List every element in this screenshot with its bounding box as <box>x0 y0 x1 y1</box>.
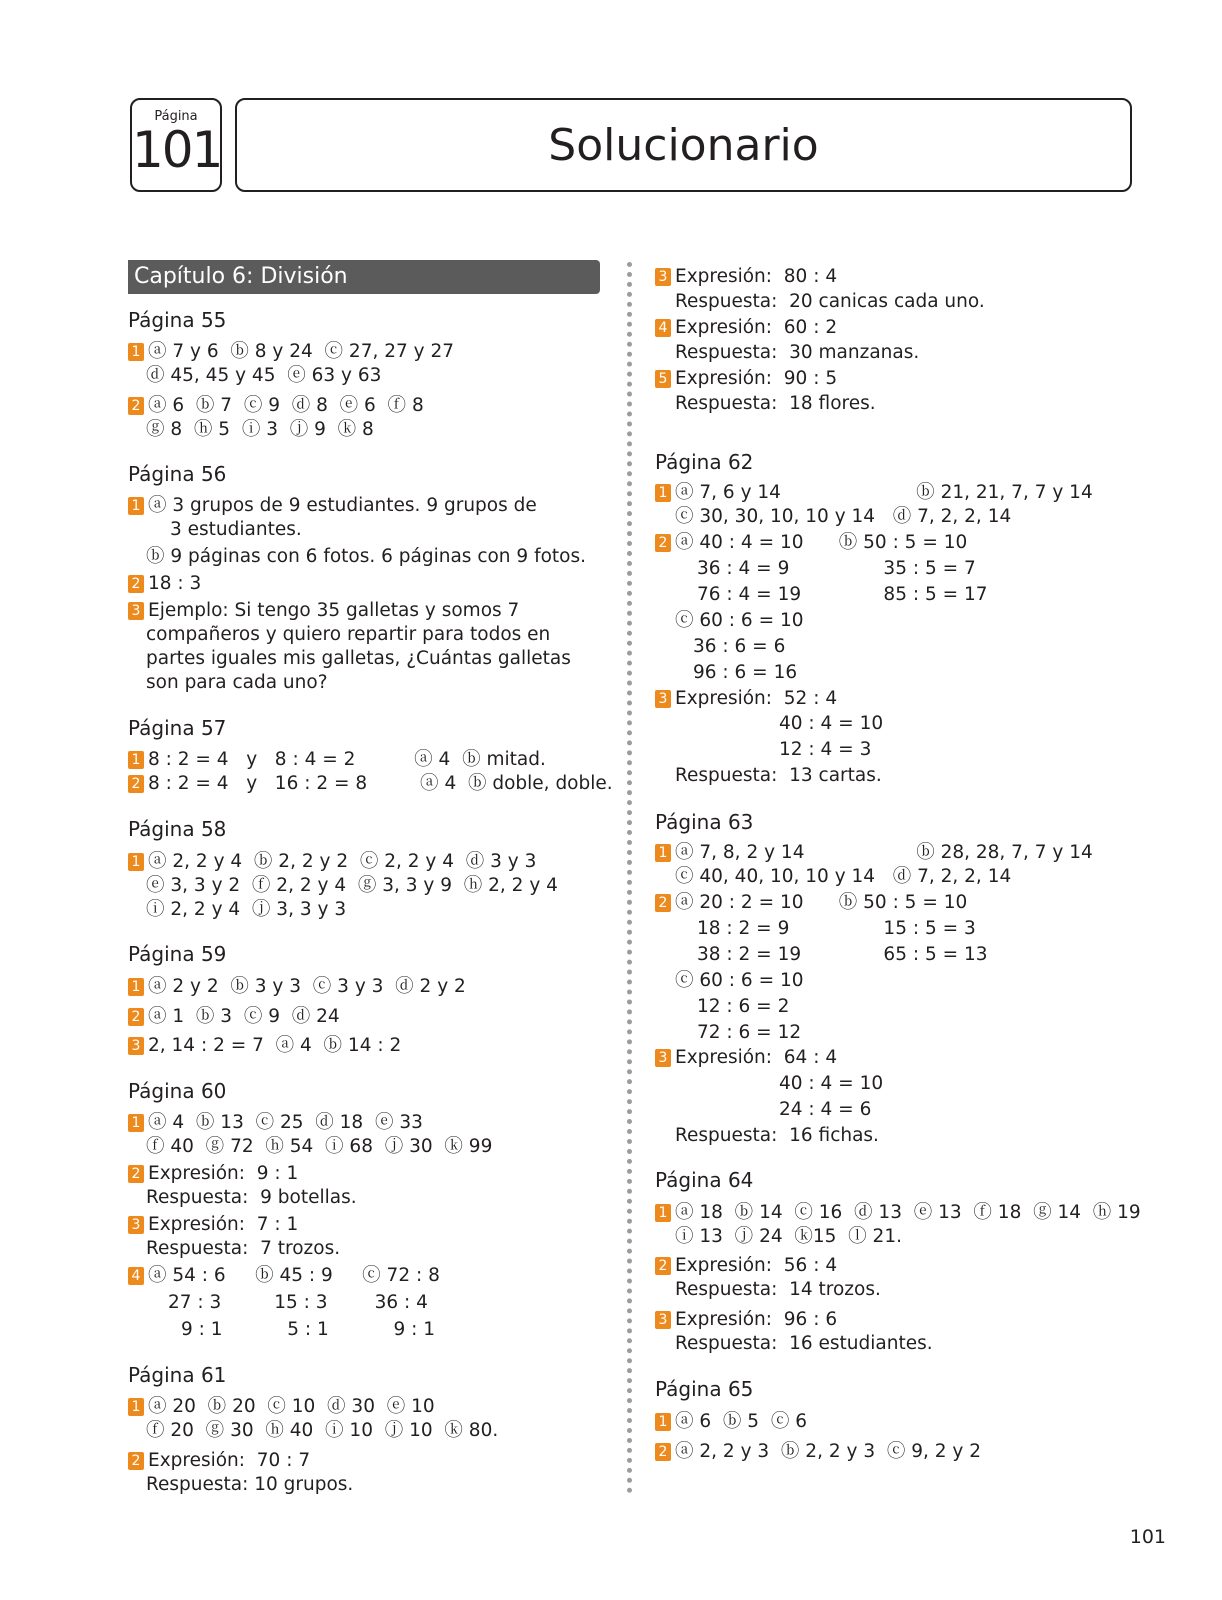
answer-text: ⓐ 54 : 6 ⓑ 45 : 9 ⓒ 72 : 8 <box>148 1265 440 1286</box>
answer-text: Expresión: 7 : 1 <box>148 1214 299 1235</box>
answer-text: Respuesta: 13 cartas. <box>675 765 882 786</box>
answer-line <box>146 364 381 388</box>
answer-line <box>146 898 346 922</box>
answer-line <box>146 418 374 442</box>
answer-line <box>675 969 804 993</box>
answer-line <box>697 1021 801 1045</box>
answer-line <box>697 583 988 607</box>
answer-text: 24 : 4 = 6 <box>779 1099 872 1120</box>
answer-line <box>146 1419 498 1443</box>
answer-text: 8 : 2 = 4 y 8 : 4 = 2 ⓐ 4 ⓑ mitad. <box>148 749 546 770</box>
answer-text: Respuesta: 16 fichas. <box>675 1125 879 1146</box>
answer-line <box>146 1186 357 1210</box>
exercise-number-badge: 1 <box>655 484 671 502</box>
answer-text: 18 : 2 = 9 15 : 5 = 3 <box>697 918 976 939</box>
answer-text: ⓒ 60 : 6 = 10 <box>675 970 804 991</box>
answer-text: Respuesta: 30 manzanas. <box>675 342 920 363</box>
exercise-number-badge: 2 <box>655 1257 671 1275</box>
exercise-number-badge: 2 <box>128 1008 144 1026</box>
answer-text: 27 : 3 15 : 3 36 : 4 <box>168 1292 428 1313</box>
exercise-number-badge: 3 <box>655 1049 671 1067</box>
answer-line <box>128 1111 423 1135</box>
answer-line <box>655 891 967 915</box>
answer-text: Respuesta: 14 trozos. <box>675 1279 881 1300</box>
answer-text: ⓐ 2 y 2 ⓑ 3 y 3 ⓒ 3 y 3 ⓓ 2 y 2 <box>148 976 466 997</box>
answer-line <box>655 367 837 391</box>
answer-text: Expresión: 60 : 2 <box>675 317 838 338</box>
answer-line <box>128 394 424 418</box>
answer-text: Respuesta: 16 estudiantes. <box>675 1333 933 1354</box>
answer-text: ⓑ 9 páginas con 6 fotos. 6 páginas con 9 fotos. <box>146 546 586 567</box>
answer-text: ⓖ 8 ⓗ 5 ⓘ 3 ⓙ 9 ⓚ 8 <box>146 419 374 440</box>
answer-line <box>146 623 550 647</box>
exercise-number-badge: 2 <box>128 575 144 593</box>
page-heading: Página 64 <box>655 1168 754 1192</box>
answer-line <box>675 1278 881 1302</box>
page-title: Solucionario <box>235 98 1132 192</box>
column-divider <box>627 262 632 1494</box>
exercise-number-badge: 3 <box>655 268 671 286</box>
answer-text: ⓐ 4 ⓑ 13 ⓒ 25 ⓓ 18 ⓔ 33 <box>148 1112 423 1133</box>
answer-line <box>779 712 883 736</box>
answer-text: Respuesta: 18 flores. <box>675 393 876 414</box>
answer-line <box>697 917 976 941</box>
answer-line <box>655 1308 837 1332</box>
answer-line <box>128 1162 298 1186</box>
answer-text: Expresión: 56 : 4 <box>675 1255 838 1276</box>
page-heading: Página 63 <box>655 810 754 834</box>
answer-line <box>675 290 985 314</box>
answer-line <box>675 392 876 416</box>
page-heading: Página 61 <box>128 1363 227 1387</box>
answer-text: ⓐ 7, 8, 2 y 14 ⓑ 28, 28, 7, 7 y 14 <box>675 842 1093 863</box>
answer-line <box>146 647 571 671</box>
exercise-number-badge: 1 <box>128 497 144 515</box>
exercise-number-badge: 4 <box>655 319 671 337</box>
answer-line <box>675 865 1011 889</box>
answer-line <box>655 1046 837 1070</box>
answer-line <box>655 1440 981 1464</box>
answer-line <box>675 764 882 788</box>
answer-text: Respuesta: 7 trozos. <box>146 1238 341 1259</box>
answer-line <box>128 572 201 596</box>
exercise-number-badge: 3 <box>128 1216 144 1234</box>
answer-line <box>675 341 919 365</box>
answer-line <box>675 505 1011 529</box>
exercise-number-badge: 3 <box>128 602 144 620</box>
answer-line <box>128 1213 298 1237</box>
answer-line <box>128 772 613 796</box>
answer-text: Expresión: 90 : 5 <box>675 368 838 389</box>
answer-line <box>697 943 988 967</box>
answer-line <box>128 975 466 999</box>
answer-line <box>128 1264 440 1288</box>
answer-text: ⓒ 40, 40, 10, 10 y 14 ⓓ 7, 2, 2, 14 <box>675 866 1012 887</box>
answer-text: Expresión: 64 : 4 <box>675 1047 838 1068</box>
exercise-number-badge: 2 <box>128 397 144 415</box>
page-heading: Página 57 <box>128 716 227 740</box>
answer-text: ⓔ 3, 3 y 2 ⓕ 2, 2 y 4 ⓖ 3, 3 y 9 ⓗ 2, 2 y 4 <box>146 875 558 896</box>
answer-line <box>697 557 976 581</box>
exercise-number-badge: 2 <box>128 1165 144 1183</box>
answer-text: ⓐ 2, 2 y 4 ⓑ 2, 2 y 2 ⓒ 2, 2 y 4 ⓓ 3 y 3 <box>148 851 537 872</box>
answer-line <box>693 635 785 659</box>
exercise-number-badge: 4 <box>128 1267 144 1285</box>
answer-text: ⓐ 18 ⓑ 14 ⓒ 16 ⓓ 13 ⓔ 13 ⓕ 18 ⓖ 14 ⓗ 19 <box>675 1202 1141 1223</box>
answer-line <box>675 1332 933 1356</box>
answer-text: ⓐ 7, 6 y 14 ⓑ 21, 21, 7, 7 y 14 <box>675 482 1093 503</box>
answer-text: 40 : 4 = 10 <box>779 1073 884 1094</box>
exercise-number-badge: 2 <box>655 1443 671 1461</box>
answer-line <box>655 316 837 340</box>
answer-text: 3 estudiantes. <box>170 519 302 540</box>
exercise-number-badge: 5 <box>655 370 671 388</box>
answer-text: ⓐ 6 ⓑ 7 ⓒ 9 ⓓ 8 ⓔ 6 ⓕ 8 <box>148 395 424 416</box>
answer-line <box>675 1225 902 1249</box>
answer-line <box>779 738 871 762</box>
answer-text: compañeros y quiero repartir para todos en <box>146 624 551 645</box>
page-heading: Página 58 <box>128 817 227 841</box>
exercise-number-badge: 2 <box>655 894 671 912</box>
answer-text: 18 : 3 <box>148 573 202 594</box>
answer-line <box>146 1135 492 1159</box>
answer-line <box>655 481 1093 505</box>
answer-text: ⓒ 30, 30, 10, 10 y 14 ⓓ 7, 2, 2, 14 <box>675 506 1012 527</box>
answer-line <box>146 671 328 695</box>
page-number: 101 <box>132 121 222 179</box>
answer-text: 96 : 6 = 16 <box>693 662 798 683</box>
page-heading: Página 56 <box>128 462 227 486</box>
answer-line <box>128 1449 310 1473</box>
answer-text: 38 : 2 = 19 65 : 5 = 13 <box>697 944 988 965</box>
answer-line <box>655 531 967 555</box>
answer-text: ⓐ 7 y 6 ⓑ 8 y 24 ⓒ 27, 27 y 27 <box>148 341 455 362</box>
answer-text: ⓘ 2, 2 y 4 ⓙ 3, 3 y 3 <box>146 899 347 920</box>
answer-line <box>146 1473 353 1497</box>
answer-text: 12 : 4 = 3 <box>779 739 872 760</box>
exercise-number-badge: 1 <box>128 1114 144 1132</box>
answer-text: Ejemplo: Si tengo 35 galletas y somos 7 <box>148 600 520 621</box>
answer-text: Expresión: 96 : 6 <box>675 1309 838 1330</box>
answer-text: partes iguales mis galletas, ¿Cuántas galletas <box>146 648 571 669</box>
answer-line <box>655 1410 807 1434</box>
answer-text: Expresión: 52 : 4 <box>675 688 838 709</box>
answer-line <box>128 1395 435 1419</box>
page-label: Página <box>154 109 198 124</box>
exercise-number-badge: 1 <box>128 853 144 871</box>
answer-line <box>146 1237 340 1261</box>
exercise-number-badge: 1 <box>128 751 144 769</box>
exercise-number-badge: 3 <box>655 1311 671 1329</box>
answer-line <box>655 687 837 711</box>
page-heading: Página 60 <box>128 1079 227 1103</box>
answer-text: 9 : 1 5 : 1 9 : 1 <box>181 1319 435 1340</box>
answer-line <box>693 661 797 685</box>
answer-line <box>675 1124 879 1148</box>
answer-text: ⓕ 40 ⓖ 72 ⓗ 54 ⓘ 68 ⓙ 30 ⓚ 99 <box>146 1136 493 1157</box>
answer-text: 76 : 4 = 19 85 : 5 = 17 <box>697 584 988 605</box>
page-heading: Página 62 <box>655 450 754 474</box>
answer-text: 72 : 6 = 12 <box>697 1022 802 1043</box>
answer-line <box>128 748 546 772</box>
answer-text: 36 : 4 = 9 35 : 5 = 7 <box>697 558 976 579</box>
chapter-title: Capítulo 6: División <box>128 260 600 294</box>
answer-text: ⓐ 20 : 2 = 10 ⓑ 50 : 5 = 10 <box>675 892 968 913</box>
answer-text: ⓐ 3 grupos de 9 estudiantes. 9 grupos de <box>148 495 537 516</box>
answer-text: ⓐ 1 ⓑ 3 ⓒ 9 ⓓ 24 <box>148 1006 340 1027</box>
answer-line <box>779 1098 871 1122</box>
page-heading: Página 65 <box>655 1377 754 1401</box>
exercise-number-badge: 1 <box>128 1398 144 1416</box>
answer-line <box>675 609 804 633</box>
answer-line <box>128 1005 340 1029</box>
answer-line <box>128 340 454 364</box>
exercise-number-badge: 3 <box>128 1037 144 1055</box>
answer-line <box>181 1318 435 1342</box>
answer-text: 8 : 2 = 4 y 16 : 2 = 8 ⓐ 4 ⓑ doble, doble. <box>148 773 613 794</box>
answer-text: Respuesta: 9 botellas. <box>146 1187 357 1208</box>
exercise-number-badge: 3 <box>655 690 671 708</box>
answer-text: ⓒ 60 : 6 = 10 <box>675 610 804 631</box>
answer-line <box>655 841 1093 865</box>
page-number-box <box>130 98 222 192</box>
answer-text: ⓐ 20 ⓑ 20 ⓒ 10 ⓓ 30 ⓔ 10 <box>148 1396 435 1417</box>
answer-text: Respuesta: 10 grupos. <box>146 1474 354 1495</box>
answer-line <box>128 1034 401 1058</box>
answer-line <box>146 545 586 569</box>
answer-line <box>128 599 519 623</box>
exercise-number-badge: 2 <box>128 775 144 793</box>
answer-line <box>779 1072 883 1096</box>
answer-text: ⓘ 13 ⓙ 24 ⓚ15 ⓛ 21. <box>675 1226 902 1247</box>
answer-text: ⓓ 45, 45 y 45 ⓔ 63 y 63 <box>146 365 382 386</box>
page-heading: Página 59 <box>128 942 227 966</box>
answer-text: Expresión: 70 : 7 <box>148 1450 311 1471</box>
answer-text: 40 : 4 = 10 <box>779 713 884 734</box>
answer-line <box>168 1291 428 1315</box>
answer-text: son para cada uno? <box>146 672 328 693</box>
answer-text: 12 : 6 = 2 <box>697 996 790 1017</box>
exercise-number-badge: 2 <box>128 1452 144 1470</box>
answer-text: ⓐ 2, 2 y 3 ⓑ 2, 2 y 3 ⓒ 9, 2 y 2 <box>675 1441 982 1462</box>
answer-line <box>655 1201 1141 1225</box>
exercise-number-badge: 1 <box>655 1413 671 1431</box>
answer-line <box>170 518 302 542</box>
footer-page-number: 101 <box>1129 1526 1166 1548</box>
answer-line <box>697 995 789 1019</box>
answer-text: 36 : 6 = 6 <box>693 636 786 657</box>
answer-text: ⓐ 6 ⓑ 5 ⓒ 6 <box>675 1411 807 1432</box>
answer-text: Expresión: 9 : 1 <box>148 1163 299 1184</box>
exercise-number-badge: 2 <box>655 534 671 552</box>
answer-line <box>146 874 558 898</box>
answer-line <box>128 494 537 518</box>
exercise-number-badge: 1 <box>128 978 144 996</box>
exercise-number-badge: 1 <box>655 1204 671 1222</box>
answer-text: Expresión: 80 : 4 <box>675 266 838 287</box>
answer-line <box>128 850 536 874</box>
exercise-number-badge: 1 <box>128 343 144 361</box>
answer-text: ⓕ 20 ⓖ 30 ⓗ 40 ⓘ 10 ⓙ 10 ⓚ 80. <box>146 1420 499 1441</box>
answer-text: Respuesta: 20 canicas cada uno. <box>675 291 985 312</box>
answer-text: ⓐ 40 : 4 = 10 ⓑ 50 : 5 = 10 <box>675 532 968 553</box>
answer-text: 2, 14 : 2 = 7 ⓐ 4 ⓑ 14 : 2 <box>148 1035 402 1056</box>
answer-line <box>655 265 837 289</box>
page-heading: Página 55 <box>128 308 227 332</box>
exercise-number-badge: 1 <box>655 844 671 862</box>
answer-line <box>655 1254 837 1278</box>
